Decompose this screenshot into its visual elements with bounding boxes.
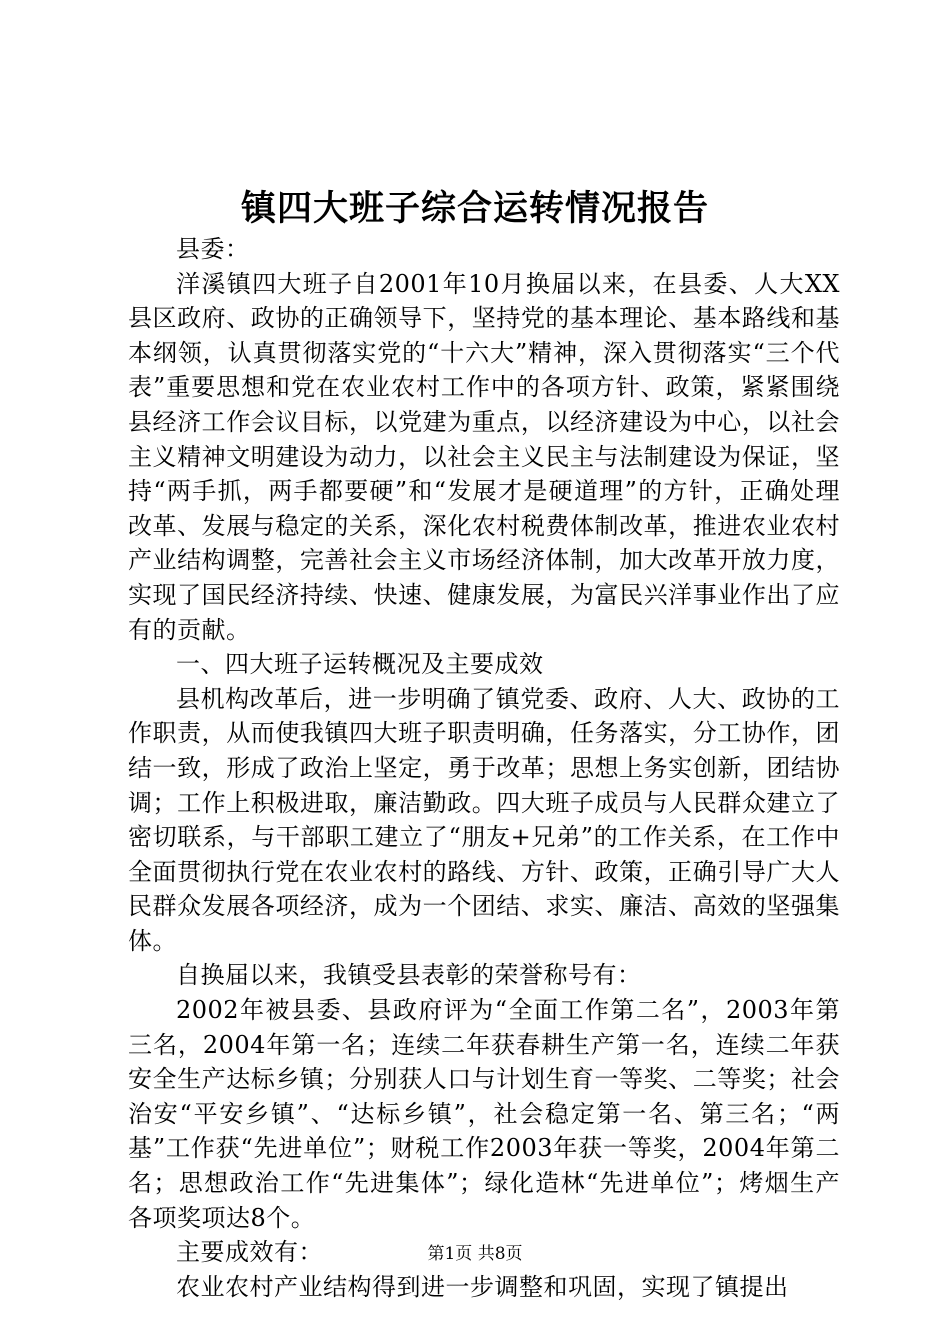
body-paragraph: 农业农村产业结构得到进一步调整和巩固，实现了镇提出 — [176, 1272, 789, 1301]
body-paragraph: 2002年被县委、县政府评为“全面工作第二名”，2003年第三名，2004年第一名；连续二年获春耕生产第一名，连续二年获安全生产达标乡镇；分别获人口与计划生育一等奖、二等奖；社会治安“平安乡镇”、“达标乡镇”，社会稳定第一名、第三名；“两基”工作获“先进单位”；财税工作2003年获一等奖，2004年第二名；思想政治工作“先进集体”；绿化造林“先进单位”；烤烟生产各项奖项达8个。 — [128, 996, 840, 1232]
body-paragraph: 洋溪镇四大班子自2001年10月换届以来，在县委、人大XX县区政府、政协的正确领导下，坚持党的基本理论、基本路线和基本纲领，认真贯彻落实党的“十六大”精神，深入贯彻落实“三个代表”重要思想和党在农业农村工作中的各项方针、政策，紧紧围绕县经济工作会议目标，以党建为重点，以经济建设为中心，以社会主义精神文明建设为动力，以社会主义民主与法制建设为保证，坚持“两手抓，两手都要硬”和“发展才是硬道理”的方针，正确处理改革、发展与稳定的关系，深化农村税费体制改革，推进农业农村产业结构调整，完善社会主义市场经济体制，加大改革开放力度，实现了国民经济持续、快速、健康发展，为富民兴洋事业作出了应有的贡献。 — [128, 269, 840, 644]
page-footer: 第1页 共8页 — [427, 1244, 523, 1264]
body-paragraph: 自换届以来，我镇受县表彰的荣誉称号有： — [176, 961, 642, 990]
section-heading: 一、四大班子运转概况及主要成效 — [176, 650, 544, 679]
salutation: 县委： — [176, 235, 250, 263]
document-title: 镇四大班子综合运转情况报告 — [240, 188, 709, 229]
body-paragraph: 主要成效有： — [176, 1238, 323, 1267]
document-body — [128, 232, 840, 1304]
body-paragraph: 县机构改革后，进一步明确了镇党委、政府、人大、政协的工作职责，从而使我镇四大班子职责明确，任务落实，分工协作，团结一致，形成了政治上坚定，勇于改革；思想上务实创新，团结协调；工作上积极进取，廉洁勤政。四大班子成员与人民群众建立了密切联系，与干部职工建立了“朋友+兄弟”的工作关系，在工作中全面贯彻执行党在农业农村的路线、方针、政策，正确引导广大人民群众发展各项经济，成为一个团结、求实、廉洁、高效的坚强集体。 — [128, 684, 840, 955]
